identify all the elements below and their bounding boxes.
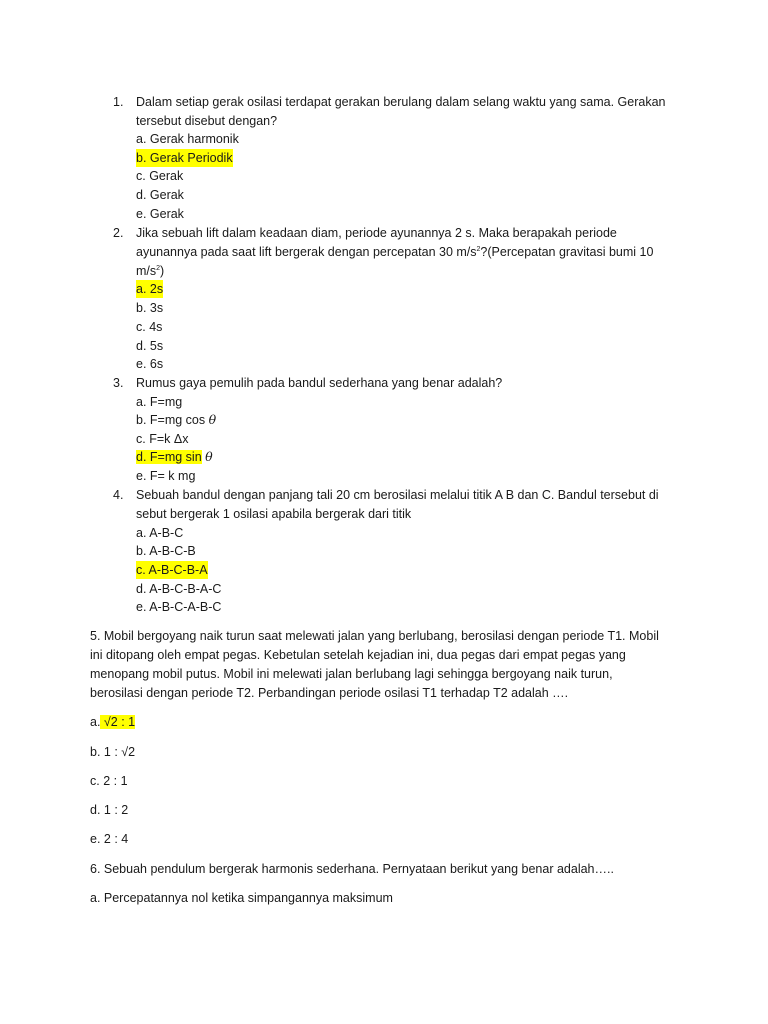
question-text: ayunannya pada saat lift bergerak dengan percepatan 30 $m/s^2?(Percepatan$ gravitasi bumi 10 [136,245,654,259]
correct-answer-highlight: d. F=mg sin [136,450,202,464]
question-number: 1. [113,95,124,109]
answer-option: d. 1 : 2 [90,803,129,817]
answer-option: e. F= k mg [136,469,196,483]
answer-option: c. F=k Δx [136,432,189,446]
answer-option: a. Gerak harmonik [136,132,239,146]
question-text: $m/s^2$) [136,264,165,278]
question-text: Sebuah bandul dengan panjang tali 20 cm berosilasi melalui titik A B dan C. Bandul tersebut di [136,488,659,502]
answer-option: a. A-B-C [136,526,184,540]
answer-option: c. Gerak [136,169,184,183]
answer-option: a. F=mg [136,395,183,409]
question-text: 5. Mobil bergoyang naik turun saat melewati jalan yang berlubang, berosilasi dengan periode T1. Mobil [90,629,659,643]
question-number: 4. [113,488,124,502]
theta-symbol: θ [205,449,213,464]
answer-option [136,448,213,466]
answer-option: e. 2 : 4 [90,832,129,846]
question-number: 3. [113,376,124,390]
answer-option: a. Percepatannya nol ketika simpangannya maksimum [90,891,393,905]
theta-symbol: θ [208,412,217,427]
question-text: Jika sebuah lift dalam keadaan diam, periode ayunannya 2 s. Maka berapakah periode [136,226,617,240]
correct-answer-highlight: c. A-B-C-B-A [136,563,208,577]
answer-option: b. 3s [136,301,164,315]
answer-option: d. Gerak [136,188,184,202]
correct-answer-highlight: √2 : 1 [100,715,136,729]
question-number: 2. [113,226,124,240]
answer-option: c. 2 : 1 [90,774,128,788]
correct-answer-highlight: b. Gerak Periodik [136,151,233,165]
question-text: tersebut disebut dengan? [136,114,278,128]
answer-option: d. 5s [136,339,164,353]
answer-option: d. A-B-C-B-A-C [136,582,222,596]
answer-option: b. A-B-C-B [136,544,196,558]
answer-option: a. √2 : 1 [90,715,136,729]
answer-option: c. 4s [136,320,163,334]
correct-answer-highlight: a. 2s [136,282,164,296]
answer-option: b. F=mg cos θ [136,412,217,427]
answer-option: b. 1 : √2 [90,745,136,759]
question-text: Rumus gaya pemulih pada bandul sederhana yang benar adalah? [136,376,503,390]
answer-option: e. Gerak [136,207,184,221]
question-text: menopang mobil putus. Mobil ini melewati jalan berlubang lagi sehingga bergoyang naik turun, [90,667,613,681]
question-text: ini ditopang oleh empat pegas. Kebetulan setelah kejadian ini, dua pegas dari empat pegas yang [90,648,626,662]
question-text: 6. Sebuah pendulum bergerak harmonis sederhana. Pernyataan berikut yang benar adalah….. [90,862,614,876]
question-text: berosilasi dengan periode T2. Perbandingan periode osilasi T1 terhadap T2 adalah …. [90,686,569,700]
question-text: sebut bergerak 1 osilasi apabila bergerak dari titik [136,507,412,521]
answer-option: e. 6s [136,357,164,371]
answer-option: e. A-B-C-A-B-C [136,600,222,614]
question-text: Dalam setiap gerak osilasi terdapat gerakan berulang dalam selang waktu yang sama. Gerakan [136,95,666,109]
